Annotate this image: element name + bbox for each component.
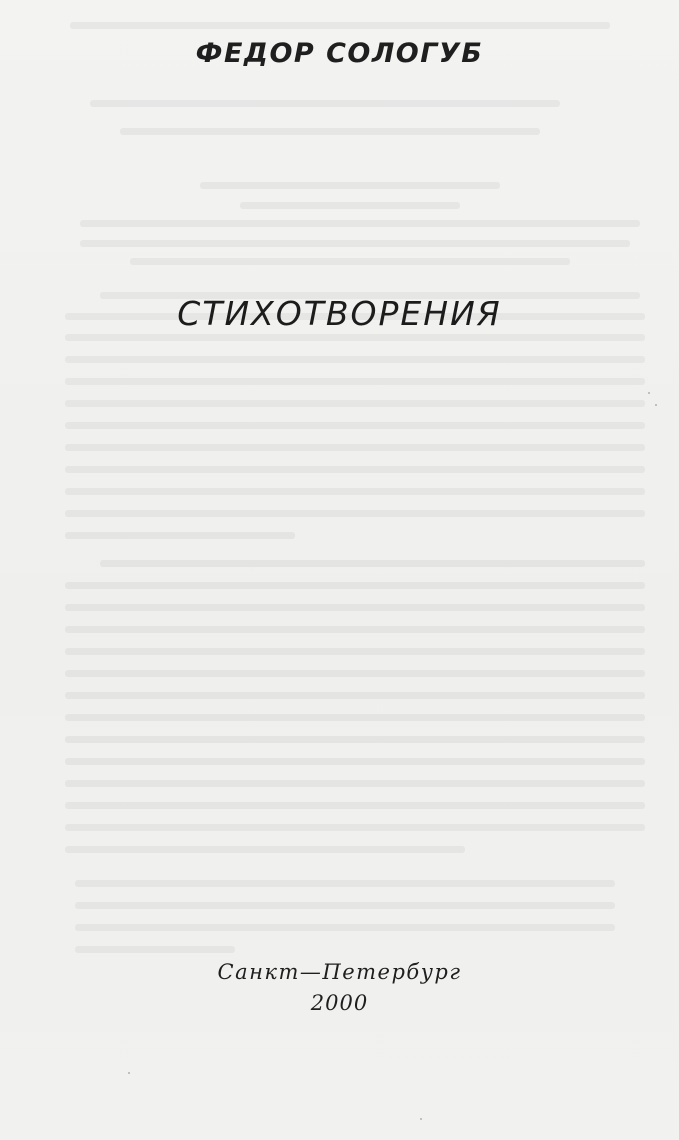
paper-speck bbox=[128, 1072, 130, 1074]
paper-speck bbox=[655, 404, 657, 406]
publication-year: 2000 bbox=[310, 991, 369, 1015]
publication-city: Санкт—Петербург bbox=[217, 960, 462, 984]
book-title: СТИХОТВОРЕНИЯ bbox=[177, 294, 502, 333]
author-name: ФЕДОР СОЛОГУБ bbox=[195, 38, 484, 69]
paper-speck bbox=[420, 1118, 422, 1120]
paper-speck bbox=[648, 392, 650, 394]
